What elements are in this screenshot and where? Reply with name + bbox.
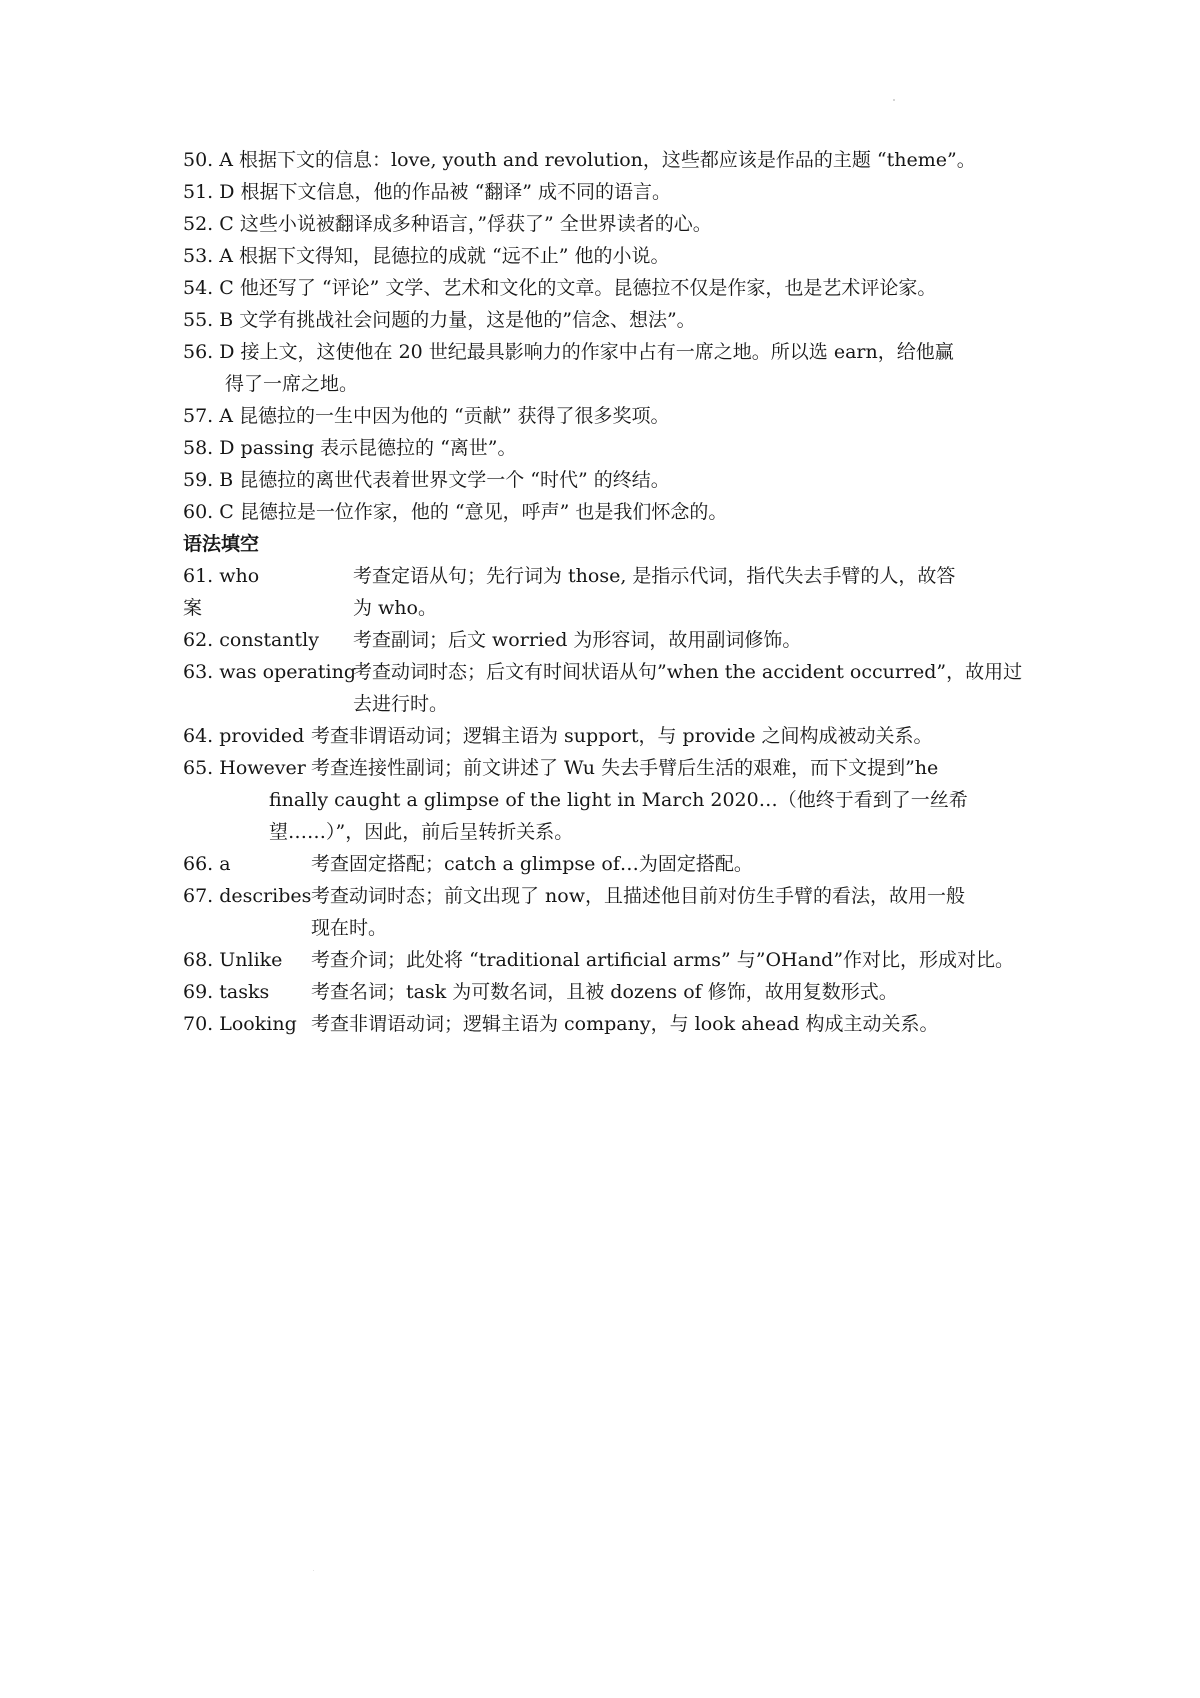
grammar-explanation: 考查动词时态；前文出现了 now，且描述他目前对仿生手臂的看法，故用一般 (311, 885, 965, 907)
answer-item-50: 50. A 根据下文的信息：love, youth and revolution，这些都应该是作品的主题 “theme”。 (183, 149, 976, 171)
grammar-answer: 69. tasks (183, 981, 270, 1003)
grammar-explanation-cont: 现在时。 (311, 917, 388, 939)
grammar-answer: 70. Looking (183, 1013, 297, 1035)
grammar-explanation-cont: 去进行时。 (353, 693, 449, 715)
grammar-explanation: 考查动词时态；后文有时间状语从句”when the accident occurred”，故用过 (353, 661, 1023, 683)
answer-item-56-line2: 得了一席之地。 (225, 373, 359, 395)
grammar-explanation-cont: 为 who。 (353, 597, 437, 619)
grammar-item-70 (183, 1008, 1029, 1040)
grammar-answer: 61. who (183, 565, 260, 587)
answer-item-56 (183, 336, 1029, 400)
grammar-explanation: 考查连接性副词；前文讲述了 Wu 失去手臂后生活的艰难，而下文提到”he (311, 757, 939, 779)
answer-item-52: 52. C 这些小说被翻译成多种语言，”俘获了” 全世界读者的心。 (183, 213, 712, 235)
answer-item-54: 54. C 他还写了 “评论” 文学、艺术和文化的文章。昆德拉不仅是作家，也是艺术评论家。 (183, 277, 937, 299)
grammar-answer: 68. Unlike (183, 949, 283, 971)
grammar-item-69 (183, 976, 1029, 1008)
grammar-item-63 (183, 656, 1029, 720)
answer-item-60: 60. C 昆德拉是一位作家，他的 “意见，呼声” 也是我们怀念的。 (183, 501, 728, 523)
grammar-item-61 (183, 560, 1029, 624)
answer-item-51: 51. D 根据下文信息，他的作品被 “翻译” 成不同的语言。 (183, 181, 672, 203)
grammar-explanation: 考查名词；task 为可数名词，且被 dozens of 修饰，故用复数形式。 (311, 981, 898, 1003)
answer-item-58: 58. D passing 表示昆德拉的 “离世”。 (183, 437, 517, 459)
section-heading-grammar: 语法填空 (183, 533, 260, 555)
grammar-item-66 (183, 848, 1029, 880)
grammar-explanation-cont: finally caught a glimpse of the light in March 2020…（他终于看到了一丝希 (269, 789, 968, 811)
grammar-answer: 62. constantly (183, 629, 319, 651)
answer-item-56-line1: 56. D 接上文，这使他在 20 世纪最具影响力的作家中占有一席之地。所以选 earn，给他赢 (183, 341, 954, 363)
grammar-answer: 66. a (183, 853, 231, 875)
grammar-explanation: 考查副词；后文 worried 为形容词，故用副词修饰。 (353, 629, 802, 651)
answer-item-57: 57. A 昆德拉的一生中因为他的 “贡献” 获得了很多奖项。 (183, 405, 670, 427)
scan-speck (313, 1570, 314, 1571)
answer-item-55: 55. B 文学有挑战社会问题的力量，这是他的”信念、想法”。 (183, 309, 696, 331)
grammar-item-62 (183, 624, 1029, 656)
grammar-explanation-cont: 望……）”，因此，前后呈转折关系。 (269, 821, 574, 843)
grammar-explanation: 考查非谓语动词；逻辑主语为 support，与 provide 之间构成被动关系。 (311, 725, 933, 747)
grammar-explanation: 考查介词；此处将 “traditional artificial arms” 与”OHand”作对比，形成对比。 (311, 949, 1015, 971)
grammar-answer: 65. However (183, 757, 306, 779)
answer-item-53: 53. A 根据下文得知，昆德拉的成就 “远不止” 他的小说。 (183, 245, 670, 267)
grammar-explanation: 考查定语从句；先行词为 those, 是指示代词，指代失去手臂的人，故答 (353, 565, 956, 587)
grammar-answer-cont: 案 (183, 597, 203, 619)
grammar-answer: 64. provided (183, 725, 305, 747)
grammar-item-64 (183, 720, 1029, 752)
grammar-item-68 (183, 944, 1029, 976)
grammar-explanation: 考查固定搭配；catch a glimpse of…为固定搭配。 (311, 853, 753, 875)
grammar-explanation: 考查非谓语动词；逻辑主语为 company，与 look ahead 构成主动关系。 (311, 1013, 939, 1035)
grammar-answer: 67. describes (183, 885, 312, 907)
grammar-item-65 (183, 752, 1029, 848)
grammar-answer: 63. was operating (183, 661, 357, 683)
answer-explanations (183, 144, 1029, 1040)
answer-item-59: 59. B 昆德拉的离世代表着世界文学一个 “时代” 的终结。 (183, 469, 670, 491)
scan-speck (893, 99, 895, 101)
grammar-item-67 (183, 880, 1029, 944)
